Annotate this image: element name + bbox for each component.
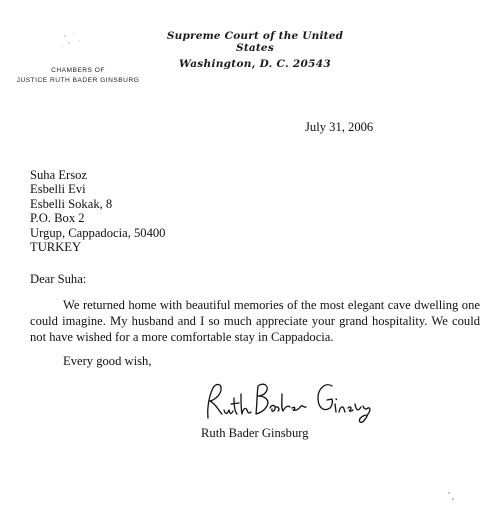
address-line: TURKEY [30,240,82,255]
chambers-line1: CHAMBERS OF [51,67,105,74]
recipient-address [30,168,165,254]
letterhead [150,30,360,70]
typed-signature-name: Ruth Bader Ginsburg [201,426,309,440]
letterhead-court: Supreme Court of the United States [166,30,344,54]
chambers-block [8,66,148,86]
court-seal-icon [58,30,84,50]
address-line: Esbelli Evi [30,182,86,197]
address-line: Esbelli Sokak, 8 [30,196,113,211]
letter-date: July 31, 2006 [305,120,374,134]
letterhead-city: Washington, D. C. 20543 [179,58,331,70]
paper-speck [452,498,454,500]
closing: Every good wish, [63,354,152,368]
address-line: Suha Ersoz [30,168,88,182]
body-paragraph: We returned home with beautiful memories of the most elegant cave dwelling one could imagine. My husband and I so much appreciate your grand hospitality. We could not have wished for a more comfortable stay in Cappadocia. [30,298,480,344]
handwritten-signature [200,374,380,430]
letter-body [30,298,480,345]
chambers-line2: JUSTICE RUTH BADER GINSBURG [16,77,140,84]
address-line: P.O. Box 2 [30,211,85,226]
paper-speck [448,492,450,494]
salutation: Dear Suha: [30,272,87,286]
address-line: Urgup, Cappadocia, 50400 [30,225,166,240]
